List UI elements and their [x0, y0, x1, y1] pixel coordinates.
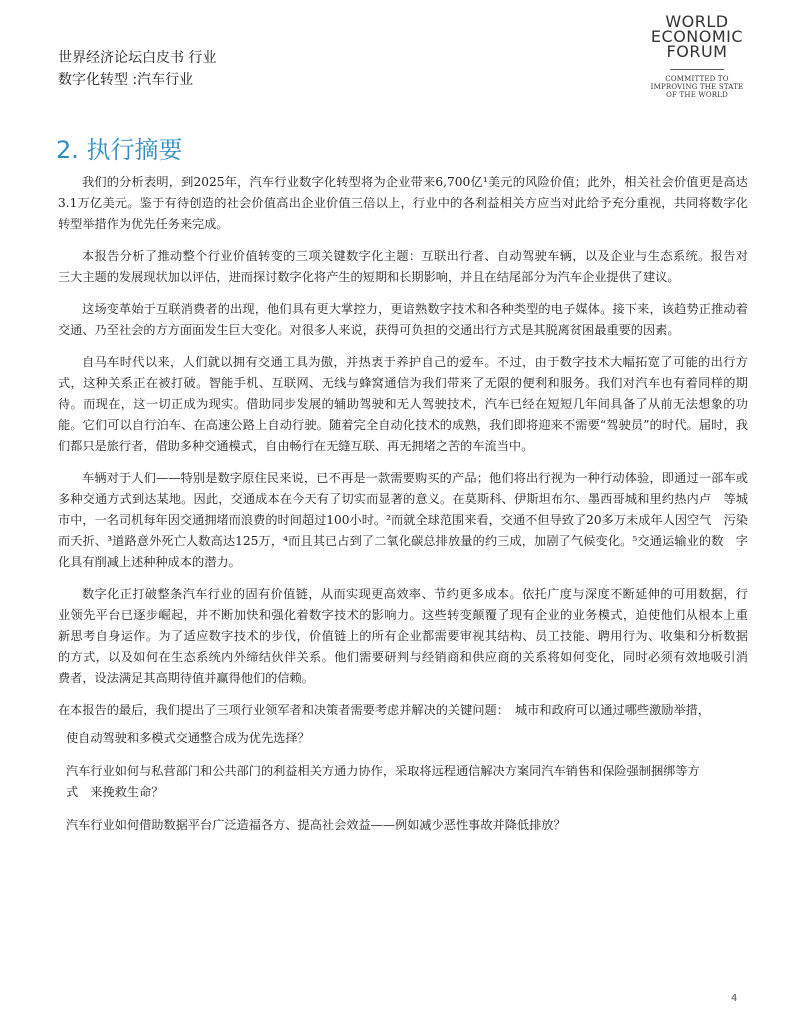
question-3-line-1: 汽车行业如何借助数据平台广泛造福各方、提高社会效益——例如减少恶性事故并降低排放？: [66, 818, 566, 832]
paragraph-6: 数字化正打破整条汽车行业的固有价值链，从而实现更高效率、节约更多成本。依托广度与深度不断延伸的可用数据，行 业领先平台已逐步崛起，并不断加快和强化着数字技术的影响力。这些转变颠覆了现有企业的业务模式，迫使他们从根本上重 新思考自身运作。为了适应数字技术的步伐，价值链上的所有企业都需要审视其结构、员工技能、聘用行为、收集和分析数据 的方式，以及如何在生态系统内外缔结伙伴关系。他们需要研判与经销商和供应商的关系将如何变化，同时必须有效地吸引消 费者，设法满足其高期待值并赢得他们的信赖。: [58, 587, 761, 685]
logo-tag-line-3: OF THE WORLD: [666, 91, 728, 99]
logo-tagline: [636, 75, 758, 99]
paragraph-1: 我们的分析表明，到2025年，汽车行业数字化转型将为企业带来6,700亿¹美元的风险价值；此外，相关社会价值更是高达 3.1万亿美元。鉴于有待创造的社会价值高出企业价值三倍以上，行业中的各利益相关方应当对此给予充分重视，共同将数字化 转型举措作为优先任务来完成。: [58, 175, 761, 231]
question-2-line-2: 式 来挽救生命？: [66, 785, 164, 799]
report-header: [58, 47, 216, 91]
paragraph-4: 自马车时代以来，人们就以拥有交通工具为傲，并热衷于养护自己的爱车。不过，由于数字技术大幅拓宽了可能的出行方式，这种关系正在被打破。智能手机、互联网、无线与蜂窝通信为我们带来了无限的便利和服务。我们对汽车也有着同样的期 待。而现在，这一切正成为现实。借助同步发展的辅助驾驶和无人驾驶技术，汽车已经在短短几年间具备了从前无法想象的功 能。它们可以自行泊车、在高速公路上自动行驶。随着完全自动化技术的成熟，我们即将迎来不需要“驾驶员”的时代。届时，我 们都只是旅行者，借助多种交通模式，自由畅行在无缝互联、再无拥堵之苦的车流当中。: [58, 355, 761, 453]
logo-divider: [670, 69, 724, 70]
logo-line-forum: FORUM: [666, 42, 728, 61]
logo-tag-line-2: IMPROVING THE STATE: [650, 83, 744, 91]
logo-wordmark: [636, 14, 758, 59]
report-subtitle: 数字化转型 :汽车行业: [58, 72, 194, 88]
report-series-title: 世界经济论坛白皮书 行业: [58, 50, 217, 66]
paragraph-2: 本报告分析了推动整个行业价值转变的三项关键数字化主题：互联出行者、自动驾驶车辆，以及企业与生态系统。报告对 三大主题的发展现状加以评估，进而探讨数字化将产生的短期和长期影响，并且在结尾部分为汽车企业提供了建议。: [58, 249, 761, 284]
question-2: [58, 761, 748, 803]
question-1: [58, 728, 748, 749]
wef-logo: [636, 14, 758, 99]
logo-line-world: WORLD: [665, 12, 729, 31]
closing-intro: 在本报告的最后，我们提出了三项行业领军者和决策者需要考虑并解决的关键问题： 城市和政府可以通过哪些激励举措，: [58, 703, 711, 717]
page-number: 4: [731, 993, 738, 1004]
question-1-line-1: 使自动驾驶和多模式交通整合成为优先选择？: [66, 731, 310, 745]
question-2-line-1: 汽车行业如何与私营部门和公共部门的利益相关方通力协作，采取将远程通信解决方案同汽车销售和保险强制捆绑等方: [66, 764, 700, 778]
logo-line-economic: ECONOMIC: [650, 27, 744, 46]
executive-summary-body: [58, 172, 761, 848]
paragraph-3: 这场变革始于互联消费者的出现，他们具有更大掌控力，更谙熟数字技术和各种类型的电子媒体。接下来，该趋势正推动着交通、乃至社会的方方面面发生巨大变化。对很多人来说，获得可负担的交通出行方式是其脱离贫困最重要的因素。: [58, 302, 748, 337]
question-3: [58, 815, 748, 836]
section-title: 2. 执行摘要: [56, 136, 183, 164]
paragraph-5: 车辆对于人们——特别是数字原住民来说，已不再是一款需要购买的产品；他们将出行视为一种行动体验，即通过一部车或多种交通方式到达某地。因此，交通成本在今天有了切实而显著的意义。在莫斯科、伊斯坦布尔、墨西哥城和里约热内卢 等城市中，一名司机每年因交通拥堵而浪费的时间超过100小时。²而就全球范围来看，交通不但导致了20多万未成年人因空气 污染而夭折、³道路意外死亡人数高达125万，⁴而且其已占到了二氧化碳总排放量的约三成，加剧了气候变化。⁵交通运输业的数 字化具有削减上述种种成本的潜力。: [58, 471, 748, 569]
logo-tag-line-1: COMMITTED TO: [665, 75, 729, 83]
